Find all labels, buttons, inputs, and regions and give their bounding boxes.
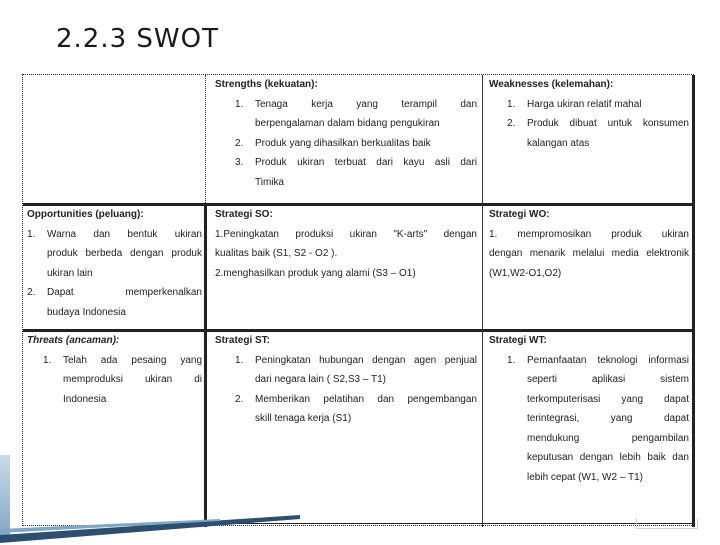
strengths-header: Strengths (kekuatan): [215, 79, 318, 90]
strategi-wo-cell [489, 205, 689, 283]
strategi-st-cell [215, 331, 477, 429]
strategi-wt-cell [489, 331, 689, 487]
strategi-wo-line-3: (W1,W2-O1,O2) [489, 267, 562, 279]
strategi-wt-item-1: 1. Pemanfaatan teknologi informasi seperti aplikasi sistem terkomputerisasi yang dapat terintegrasi, yang dapat mendukung pengambilan keputusan dengan lebih baik dan lebih cepat (W1, W2 – T1) [507, 354, 689, 483]
strategi-so-line-3: 2.menghasilkan produk yang alami (S3 – O1) [215, 267, 416, 279]
opportunities-cell [27, 205, 202, 322]
strategi-so-line-1: 1.Peningkatan produksi ukiran "K-arts" dengan [215, 228, 477, 240]
weaknesses-item-1: 1. Harga ukiran relatif mahal [507, 98, 642, 110]
weaknesses-item-2: 2. Produk dibuat untuk konsumen kalangan atas [507, 118, 689, 149]
weaknesses-header: Weaknesses (kelemahan): [489, 79, 614, 90]
strategi-st-item-1: 1. Peningkatan hubungan dengan agen penjual dari negara lain ( S2,S3 – T1) [235, 354, 477, 385]
threats-item-1: 1. Telah ada pesaing yang memproduksi ukiran di Indonesia [43, 354, 202, 405]
strategi-so-line-2: kualitas baik (S1, S2 - O2 ). [215, 248, 338, 259]
strategi-st-header: Strategi ST: [215, 335, 271, 346]
opportunities-header: Opportunities (peluang): [27, 209, 144, 220]
swot-table [22, 74, 694, 526]
column-divider-1b [204, 203, 207, 527]
column-divider-2 [482, 75, 483, 527]
opportunities-item-2: 2. Dapat memperkenalkan budaya Indonesia [27, 287, 202, 318]
strengths-item-3: 3. Produk ukiran terbuat dari kayu asli dari Timika [235, 157, 477, 188]
threats-header: Threats (ancaman): [27, 335, 120, 346]
weaknesses-cell [489, 75, 689, 153]
strengths-item-2: 2. Produk yang dihasilkan berkualitas baik [235, 137, 431, 149]
threats-cell [27, 331, 202, 409]
opportunities-item-1: 1. Warna dan bentuk ukiran produk berbeda dengan produk ukiran lain [27, 228, 202, 279]
strategi-so-header: Strategi SO: [215, 209, 273, 220]
strategi-st-item-2: 2. Memberikan pelatihan dan pengembangan skill tenaga kerja (S1) [235, 393, 477, 424]
strategi-wt-header: Strategi WT: [489, 335, 547, 346]
strengths-cell [215, 75, 477, 192]
strengths-item-1: 1. Tenaga kerja yang terampil dan berpengalaman dalam bidang pengukiran [235, 98, 477, 129]
slide-title: 2.2.3 SWOT [56, 24, 219, 54]
column-divider-1 [205, 75, 206, 203]
decorative-bottom-swoosh [0, 505, 300, 545]
strategi-wo-line-1: 1. mempromosikan produk ukiran [489, 228, 689, 240]
strategi-wo-line-2: dengan menarik melalui media elektronik [489, 248, 689, 259]
strategi-wo-header: Strategi WO: [489, 209, 550, 220]
strategi-so-cell [215, 205, 477, 283]
right-edge [692, 75, 695, 527]
decorative-corner-mark [636, 518, 698, 529]
